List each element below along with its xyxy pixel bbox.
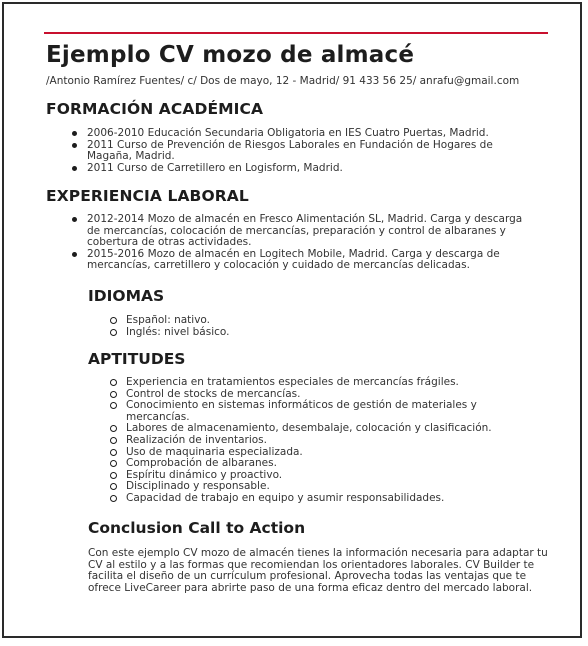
skill-item: Control de stocks de mercancías. (110, 389, 502, 401)
education-heading: FORMACIÓN ACADÉMICA (46, 100, 264, 118)
education-item: 2011 Curso de Carretillero en Logisform, Madrid. (72, 163, 512, 175)
cv-document (2, 2, 582, 638)
education-item: 2006-2010 Educación Secundaria Obligatoria en IES Cuatro Puertas, Madrid. (72, 128, 512, 140)
experience-item: 2015-2016 Mozo de almacén en Logitech Mobile, Madrid. Carga y descarga de mercancías, carretillero y colocación y cuidado de mercancías delicadas. (72, 249, 534, 272)
experience-item: 2012-2014 Mozo de almacén en Fresco Alimentación SL, Madrid. Carga y descarga de mercancías, colocación de mercancías, preparación y control de albaranes y cobertura de otras actividades. (72, 214, 534, 249)
skill-item: Espíritu dinámico y proactivo. (110, 470, 502, 482)
languages-heading: IDIOMAS (88, 287, 165, 305)
skill-item: Realización de inventarios. (110, 435, 502, 447)
contact-line: /Antonio Ramírez Fuentes/ c/ Dos de mayo, 12 - Madrid/ 91 433 56 25/ anrafu@gmail.com (46, 75, 520, 87)
skill-item: Comprobación de albaranes. (110, 458, 502, 470)
skills-heading: APTITUDES (88, 350, 186, 368)
accent-rule (44, 32, 548, 34)
skill-item: Disciplinado y responsable. (110, 481, 502, 493)
skills-list (110, 377, 502, 505)
education-item: 2011 Curso de Prevención de Riesgos Laborales en Fundación de Hogares de Magaña, Madrid. (72, 140, 512, 163)
language-item: Inglés: nivel básico. (110, 327, 530, 339)
conclusion-text: Con este ejemplo CV mozo de almacén tienes la información necesaria para adaptar tu CV al estilo y a las formas que recomiendan los orientadores laborales. CV Builder te facilita el diseño de un currículum profesional. Aprovecha todas las ventajas que te ofrece LiveCareer para abrirte paso de una forma eficaz dentro del mercado laboral. (88, 547, 548, 594)
skill-item: Capacidad de trabajo en equipo y asumir responsabilidades. (110, 493, 502, 505)
conclusion-heading: Conclusion Call to Action (88, 519, 306, 537)
education-list (72, 128, 512, 174)
languages-list (110, 315, 530, 338)
experience-heading: EXPERIENCIA LABORAL (46, 187, 249, 205)
language-item: Español: nativo. (110, 315, 530, 327)
skill-item: Labores de almacenamiento, desembalaje, colocación y clasificación. (110, 423, 502, 435)
candidate-name: Ejemplo CV mozo de almacé (46, 42, 415, 68)
skill-item: Experiencia en tratamientos especiales de mercancías frágiles. (110, 377, 502, 389)
experience-list (72, 214, 534, 272)
skill-item: Conocimiento en sistemas informáticos de gestión de materiales y mercancías. (110, 400, 502, 423)
skill-item: Uso de maquinaria especializada. (110, 447, 502, 459)
